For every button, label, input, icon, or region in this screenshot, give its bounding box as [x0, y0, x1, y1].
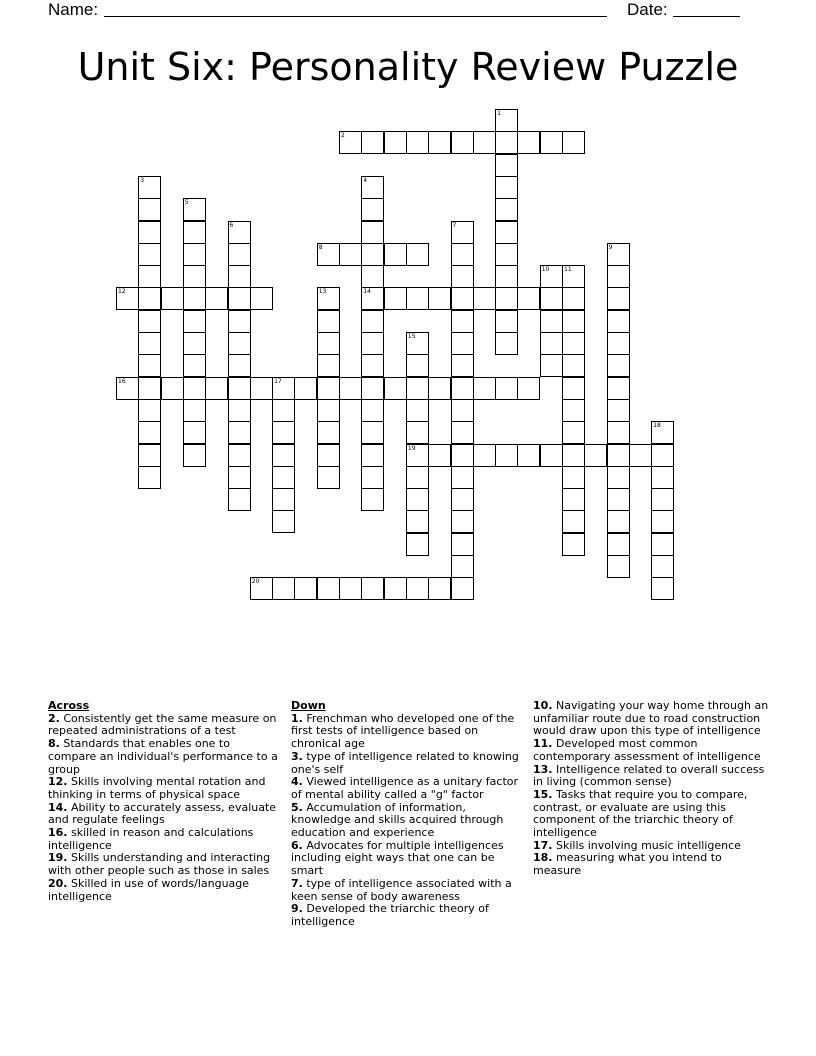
- clue-item: [48, 852, 280, 877]
- clue-text: Consistently get the same measure on repeated administrations of a test: [48, 711, 277, 738]
- clue-text: skilled in reason and calculations intelligence: [48, 826, 254, 852]
- grid-cell[interactable]: [272, 510, 295, 533]
- grid-cell[interactable]: [562, 131, 585, 154]
- grid-cell[interactable]: [451, 243, 474, 266]
- clue-item: [533, 764, 769, 789]
- grid-cell[interactable]: [473, 287, 496, 310]
- grid-cell[interactable]: [495, 377, 518, 400]
- grid-cell[interactable]: [651, 577, 674, 600]
- name-label: Name:: [48, 0, 99, 19]
- grid-cell[interactable]: [361, 488, 384, 511]
- grid-cell[interactable]: [495, 154, 518, 177]
- grid-cell[interactable]: [607, 332, 630, 355]
- grid-cell[interactable]: [228, 332, 251, 355]
- grid-cell[interactable]: [406, 510, 429, 533]
- grid-cell[interactable]: [451, 466, 474, 489]
- clue-text: Standards that enables one to compare an individual's performance to a group: [48, 737, 278, 776]
- clue-number: 16.: [48, 826, 68, 840]
- grid-cell[interactable]: [562, 533, 585, 556]
- clue-number: 18.: [533, 851, 553, 865]
- grid-cell[interactable]: [339, 577, 362, 600]
- grid-cell[interactable]: [361, 577, 384, 600]
- cell-number: 12: [118, 288, 126, 296]
- grid-cell[interactable]: [607, 399, 630, 422]
- grid-cell[interactable]: [428, 577, 451, 600]
- grid-cell[interactable]: [651, 555, 674, 578]
- grid-cell[interactable]: [473, 444, 496, 467]
- grid-cell[interactable]: [138, 176, 161, 199]
- cell-number: 5: [184, 199, 189, 207]
- grid-cell[interactable]: [361, 377, 384, 400]
- grid-cell[interactable]: [317, 466, 340, 489]
- grid-cell[interactable]: [540, 287, 563, 310]
- grid-cell[interactable]: [517, 377, 540, 400]
- grid-cell[interactable]: [339, 377, 362, 400]
- clue-text: Frenchman who developed one of the first tests of intelligence based on chronical age: [291, 711, 515, 751]
- grid-cell[interactable]: [361, 444, 384, 467]
- clue-number: 11.: [533, 737, 553, 751]
- grid-cell[interactable]: [451, 377, 474, 400]
- cell-number: 15: [407, 333, 416, 340]
- clue-item: [291, 776, 519, 801]
- across-heading: Across: [48, 699, 90, 712]
- grid-cell[interactable]: [272, 488, 295, 511]
- clues-across: [48, 700, 280, 903]
- grid-cell[interactable]: [183, 221, 206, 244]
- grid-cell[interactable]: [562, 510, 585, 533]
- grid-cell[interactable]: [406, 287, 429, 310]
- grid-cell[interactable]: [317, 354, 340, 377]
- grid-cell[interactable]: [294, 377, 317, 400]
- grid-cell[interactable]: [607, 354, 630, 377]
- grid-cell[interactable]: [161, 287, 184, 310]
- grid-cell[interactable]: [228, 243, 251, 266]
- clue-list-3: [533, 700, 769, 878]
- clue-item: [48, 713, 280, 738]
- grid-cell[interactable]: [428, 287, 451, 310]
- grid-cell[interactable]: [161, 377, 184, 400]
- grid-cell[interactable]: [495, 310, 518, 333]
- date-label: Date:: [627, 0, 668, 19]
- grid-cell[interactable]: [138, 221, 161, 244]
- grid-cell[interactable]: [540, 354, 563, 377]
- cell-number: 20: [251, 578, 260, 586]
- clue-text: Skills involving mental rotation and thinking in terms of physical space: [48, 775, 266, 801]
- grid-cell[interactable]: [607, 377, 630, 400]
- grid-cell[interactable]: [384, 577, 407, 600]
- cell-number: 19: [407, 444, 416, 452]
- grid-cell[interactable]: [651, 466, 674, 489]
- grid-cell[interactable]: [183, 332, 206, 355]
- grid-cell[interactable]: [228, 444, 251, 467]
- clue-item: [533, 789, 769, 840]
- clue-text: Skills understanding and interacting with other people such as those in sales: [48, 851, 271, 878]
- cell-number: 9: [608, 243, 613, 251]
- cell-number: 10: [541, 266, 550, 274]
- grid-cell[interactable]: [495, 109, 518, 132]
- clue-text: type of intelligence associated with a keen sense of body awareness: [291, 876, 512, 903]
- grid-cell[interactable]: [562, 354, 585, 377]
- grid-cell[interactable]: [361, 243, 384, 266]
- grid-cell[interactable]: [607, 265, 630, 288]
- grid-cell[interactable]: [138, 198, 161, 221]
- grid-cell[interactable]: [495, 221, 518, 244]
- grid-cell[interactable]: [406, 399, 429, 422]
- grid-cell[interactable]: [406, 243, 429, 266]
- clue-item: [291, 713, 519, 751]
- grid-cell[interactable]: [361, 399, 384, 422]
- clue-text: Ability to accurately assess, evaluate and regulate feelings: [48, 800, 277, 827]
- grid-cell[interactable]: [250, 577, 273, 600]
- grid-cell[interactable]: [228, 354, 251, 377]
- grid-cell[interactable]: [473, 377, 496, 400]
- grid-cell[interactable]: [138, 243, 161, 266]
- clue-list-2: [291, 713, 519, 929]
- grid-cell[interactable]: [317, 399, 340, 422]
- grid-cell[interactable]: [495, 131, 518, 154]
- cell-number: 13: [318, 288, 327, 296]
- cell-number: 4: [363, 176, 368, 184]
- grid-cell[interactable]: [228, 466, 251, 489]
- grid-cell[interactable]: [361, 310, 384, 333]
- clue-list-1: [48, 713, 280, 904]
- clue-item: [48, 802, 280, 827]
- grid-cell[interactable]: [651, 421, 674, 444]
- grid-cell[interactable]: [183, 287, 206, 310]
- clue-item: [533, 700, 769, 738]
- grid-cell[interactable]: [473, 131, 496, 154]
- clue-number: 15.: [533, 787, 553, 801]
- grid-cell[interactable]: [317, 310, 340, 333]
- grid-cell[interactable]: [651, 510, 674, 533]
- clue-number: 13.: [533, 762, 553, 776]
- grid-cell[interactable]: [451, 444, 474, 467]
- grid-cell[interactable]: [138, 444, 161, 467]
- grid-cell[interactable]: [607, 243, 630, 266]
- grid-cell[interactable]: [361, 221, 384, 244]
- clue-item: [48, 738, 280, 776]
- grid-cell[interactable]: [384, 287, 407, 310]
- grid-cell[interactable]: [607, 510, 630, 533]
- grid-cell[interactable]: [451, 265, 474, 288]
- grid-cell[interactable]: [138, 287, 161, 310]
- grid-cell[interactable]: [361, 287, 384, 310]
- grid-cell[interactable]: [517, 287, 540, 310]
- grid-cell[interactable]: [562, 466, 585, 489]
- grid-cell[interactable]: [406, 421, 429, 444]
- clue-text: Developed most common contemporary assessment of intelligence: [533, 737, 761, 763]
- grid-cell[interactable]: [495, 198, 518, 221]
- clue-text: Accumulation of information, knowledge and skills acquired through education and experience: [291, 800, 504, 840]
- grid-cell[interactable]: [451, 221, 474, 244]
- grid-cell[interactable]: [317, 287, 340, 310]
- grid-cell[interactable]: [428, 131, 451, 154]
- grid-cell[interactable]: [317, 444, 340, 467]
- grid-cell[interactable]: [517, 444, 540, 467]
- grid-cell[interactable]: [495, 176, 518, 199]
- grid-cell[interactable]: [495, 287, 518, 310]
- grid-cell[interactable]: [451, 533, 474, 556]
- clue-text: type of intelligence related to knowing one's self: [291, 749, 519, 776]
- grid-cell[interactable]: [540, 310, 563, 333]
- grid-cell[interactable]: [205, 287, 228, 310]
- clues-down: [291, 700, 519, 929]
- grid-cell[interactable]: [562, 488, 585, 511]
- grid-cell[interactable]: [629, 444, 652, 467]
- grid-cell[interactable]: [562, 265, 585, 288]
- grid-cell[interactable]: [250, 287, 273, 310]
- clue-item: [291, 751, 519, 776]
- clue-text: Developed the triarchic theory of intelligence: [291, 902, 489, 928]
- grid-cell[interactable]: [361, 131, 384, 154]
- grid-cell[interactable]: [228, 421, 251, 444]
- clue-text: Skills involving music intelligence: [552, 838, 741, 852]
- grid-cell[interactable]: [406, 354, 429, 377]
- clue-text: Navigating your way home through an unfamiliar route due to road construction would draw upon this type of intelligence: [533, 699, 769, 738]
- grid-cell[interactable]: [562, 421, 585, 444]
- grid-cell[interactable]: [183, 354, 206, 377]
- grid-cell[interactable]: [138, 354, 161, 377]
- grid-cell[interactable]: [228, 265, 251, 288]
- clue-item: [48, 827, 280, 852]
- grid-cell[interactable]: [228, 310, 251, 333]
- grid-cell[interactable]: [317, 243, 340, 266]
- grid-cell[interactable]: [451, 399, 474, 422]
- grid-cell[interactable]: [651, 533, 674, 556]
- grid-cell[interactable]: [607, 310, 630, 333]
- grid-cell[interactable]: [183, 265, 206, 288]
- grid-cell[interactable]: [451, 131, 474, 154]
- clue-item: [291, 802, 519, 840]
- grid-cell[interactable]: [205, 377, 228, 400]
- grid-cell[interactable]: [495, 243, 518, 266]
- grid-cell[interactable]: [228, 221, 251, 244]
- grid-cell[interactable]: [138, 310, 161, 333]
- grid-cell[interactable]: [451, 310, 474, 333]
- clue-number: 7.: [291, 876, 303, 890]
- grid-cell[interactable]: [339, 131, 362, 154]
- grid-cell[interactable]: [451, 287, 474, 310]
- clue-number: 5.: [291, 800, 303, 814]
- grid-cell[interactable]: [228, 287, 251, 310]
- clue-number: 3.: [291, 749, 303, 763]
- clues-down-continued: [533, 700, 769, 878]
- grid-cell[interactable]: [384, 131, 407, 154]
- grid-cell[interactable]: [138, 421, 161, 444]
- grid-cell[interactable]: [540, 265, 563, 288]
- cell-number: 1: [497, 110, 501, 117]
- clue-item: [291, 840, 519, 878]
- grid-cell[interactable]: [495, 444, 518, 467]
- grid-cell[interactable]: [116, 377, 139, 400]
- grid-cell[interactable]: [607, 555, 630, 578]
- grid-cell[interactable]: [406, 131, 429, 154]
- grid-cell[interactable]: [428, 377, 451, 400]
- grid-cell[interactable]: [406, 377, 429, 400]
- grid-cell[interactable]: [451, 555, 474, 578]
- grid-cell[interactable]: [607, 444, 630, 467]
- grid-cell[interactable]: [138, 377, 161, 400]
- grid-cell[interactable]: [183, 243, 206, 266]
- grid-cell[interactable]: [272, 377, 295, 400]
- clue-text: Intelligence related to overall success in living (common sense): [533, 762, 765, 789]
- cell-number: 16: [118, 377, 126, 385]
- grid-cell[interactable]: [317, 332, 340, 355]
- clue-number: 1.: [291, 711, 303, 725]
- clue-number: 8.: [48, 737, 60, 751]
- grid-cell[interactable]: [451, 332, 474, 355]
- grid-cell[interactable]: [406, 332, 429, 355]
- grid-cell[interactable]: [562, 332, 585, 355]
- grid-cell[interactable]: [451, 421, 474, 444]
- grid-cell[interactable]: [361, 466, 384, 489]
- clue-item: [533, 738, 769, 763]
- grid-cell[interactable]: [272, 466, 295, 489]
- grid-cell[interactable]: [361, 354, 384, 377]
- grid-cell[interactable]: [607, 421, 630, 444]
- grid-cell[interactable]: [607, 488, 630, 511]
- grid-cell[interactable]: [451, 577, 474, 600]
- grid-cell[interactable]: [406, 444, 429, 467]
- clue-item: [291, 878, 519, 903]
- grid-cell[interactable]: [607, 466, 630, 489]
- grid-cell[interactable]: [584, 444, 607, 467]
- cell-number: 11: [564, 266, 572, 274]
- grid-cell[interactable]: [517, 131, 540, 154]
- grid-cell[interactable]: [228, 488, 251, 511]
- clue-number: 19.: [48, 851, 68, 865]
- grid-cell[interactable]: [272, 399, 295, 422]
- clue-text: Viewed intelligence as a unitary factor of mental ability called a "g" factor: [291, 775, 519, 801]
- cell-number: 6: [229, 221, 234, 229]
- grid-cell[interactable]: [183, 444, 206, 467]
- grid-cell[interactable]: [651, 444, 674, 467]
- cell-number: 8: [318, 243, 323, 251]
- clue-number: 4.: [291, 775, 303, 789]
- cell-number: 2: [341, 132, 345, 140]
- grid-cell[interactable]: [272, 421, 295, 444]
- grid-cell[interactable]: [116, 287, 139, 310]
- grid-cell[interactable]: [451, 510, 474, 533]
- grid-cell[interactable]: [294, 577, 317, 600]
- clue-number: 9.: [291, 902, 303, 916]
- grid-cell[interactable]: [540, 444, 563, 467]
- grid-cell[interactable]: [228, 377, 251, 400]
- grid-cell[interactable]: [361, 265, 384, 288]
- puzzle-title: Unit Six: Personality Review Puzzle: [77, 45, 739, 89]
- grid-cell[interactable]: [562, 444, 585, 467]
- grid-cell[interactable]: [607, 287, 630, 310]
- grid-cell[interactable]: [540, 332, 563, 355]
- clue-item: [533, 852, 769, 877]
- grid-cell[interactable]: [272, 444, 295, 467]
- grid-cell[interactable]: [562, 310, 585, 333]
- clue-number: 17.: [533, 838, 553, 852]
- cell-number: 14: [363, 288, 371, 296]
- clue-number: 10.: [533, 699, 553, 712]
- clue-number: 14.: [48, 800, 68, 814]
- grid-cell[interactable]: [317, 377, 340, 400]
- clue-number: 12.: [48, 775, 68, 789]
- grid-cell[interactable]: [250, 377, 273, 400]
- grid-cell[interactable]: [451, 354, 474, 377]
- grid-cell[interactable]: [317, 577, 340, 600]
- grid-cell[interactable]: [428, 444, 451, 467]
- grid-cell[interactable]: [451, 488, 474, 511]
- grid-cell[interactable]: [384, 243, 407, 266]
- clue-item: [48, 776, 280, 801]
- grid-cell[interactable]: [138, 265, 161, 288]
- grid-cell[interactable]: [562, 399, 585, 422]
- grid-cell[interactable]: [406, 488, 429, 511]
- grid-cell[interactable]: [361, 198, 384, 221]
- clue-item: [48, 878, 280, 903]
- clue-text: measuring what you intend to measure: [533, 851, 722, 878]
- grid-cell[interactable]: [562, 377, 585, 400]
- grid-cell[interactable]: [183, 377, 206, 400]
- clue-number: 6.: [291, 838, 303, 852]
- clue-text: Advocates for multiple intelligences including eight ways that one can be smart: [291, 838, 504, 878]
- cell-number: 3: [140, 176, 145, 184]
- grid-cell[interactable]: [138, 466, 161, 489]
- clue-item: [291, 903, 519, 928]
- cell-number: 18: [653, 422, 661, 430]
- grid-cell[interactable]: [406, 466, 429, 489]
- clue-text: Tasks that require you to compare, contrast, or evaluate are using this component of the triarchic theory of intelligence: [533, 787, 748, 840]
- grid-cell[interactable]: [183, 421, 206, 444]
- clue-number: 2.: [48, 711, 60, 725]
- grid-cell[interactable]: [228, 399, 251, 422]
- grid-cell[interactable]: [651, 488, 674, 511]
- clue-text: Skilled in use of words/language intelligence: [48, 876, 250, 903]
- grid-cell[interactable]: [495, 332, 518, 355]
- clue-number: 20.: [48, 876, 68, 890]
- grid-cell[interactable]: [339, 243, 362, 266]
- grid-cell[interactable]: [183, 198, 206, 221]
- grid-cell[interactable]: [272, 577, 295, 600]
- grid-cell[interactable]: [540, 131, 563, 154]
- grid-cell[interactable]: [183, 399, 206, 422]
- grid-cell[interactable]: [183, 310, 206, 333]
- cell-number: 17: [274, 377, 282, 385]
- grid-cell[interactable]: [317, 421, 340, 444]
- grid-cell[interactable]: [495, 265, 518, 288]
- grid-cell[interactable]: [361, 332, 384, 355]
- grid-cell[interactable]: [562, 287, 585, 310]
- down-heading: Down: [291, 699, 326, 712]
- grid-cell[interactable]: [384, 377, 407, 400]
- grid-cell[interactable]: [406, 577, 429, 600]
- cell-number: 7: [452, 221, 457, 229]
- grid-cell[interactable]: [138, 332, 161, 355]
- grid-cell[interactable]: [138, 399, 161, 422]
- grid-cell[interactable]: [361, 176, 384, 199]
- grid-cell[interactable]: [361, 421, 384, 444]
- grid-cell[interactable]: [607, 533, 630, 556]
- grid-cell[interactable]: [406, 533, 429, 556]
